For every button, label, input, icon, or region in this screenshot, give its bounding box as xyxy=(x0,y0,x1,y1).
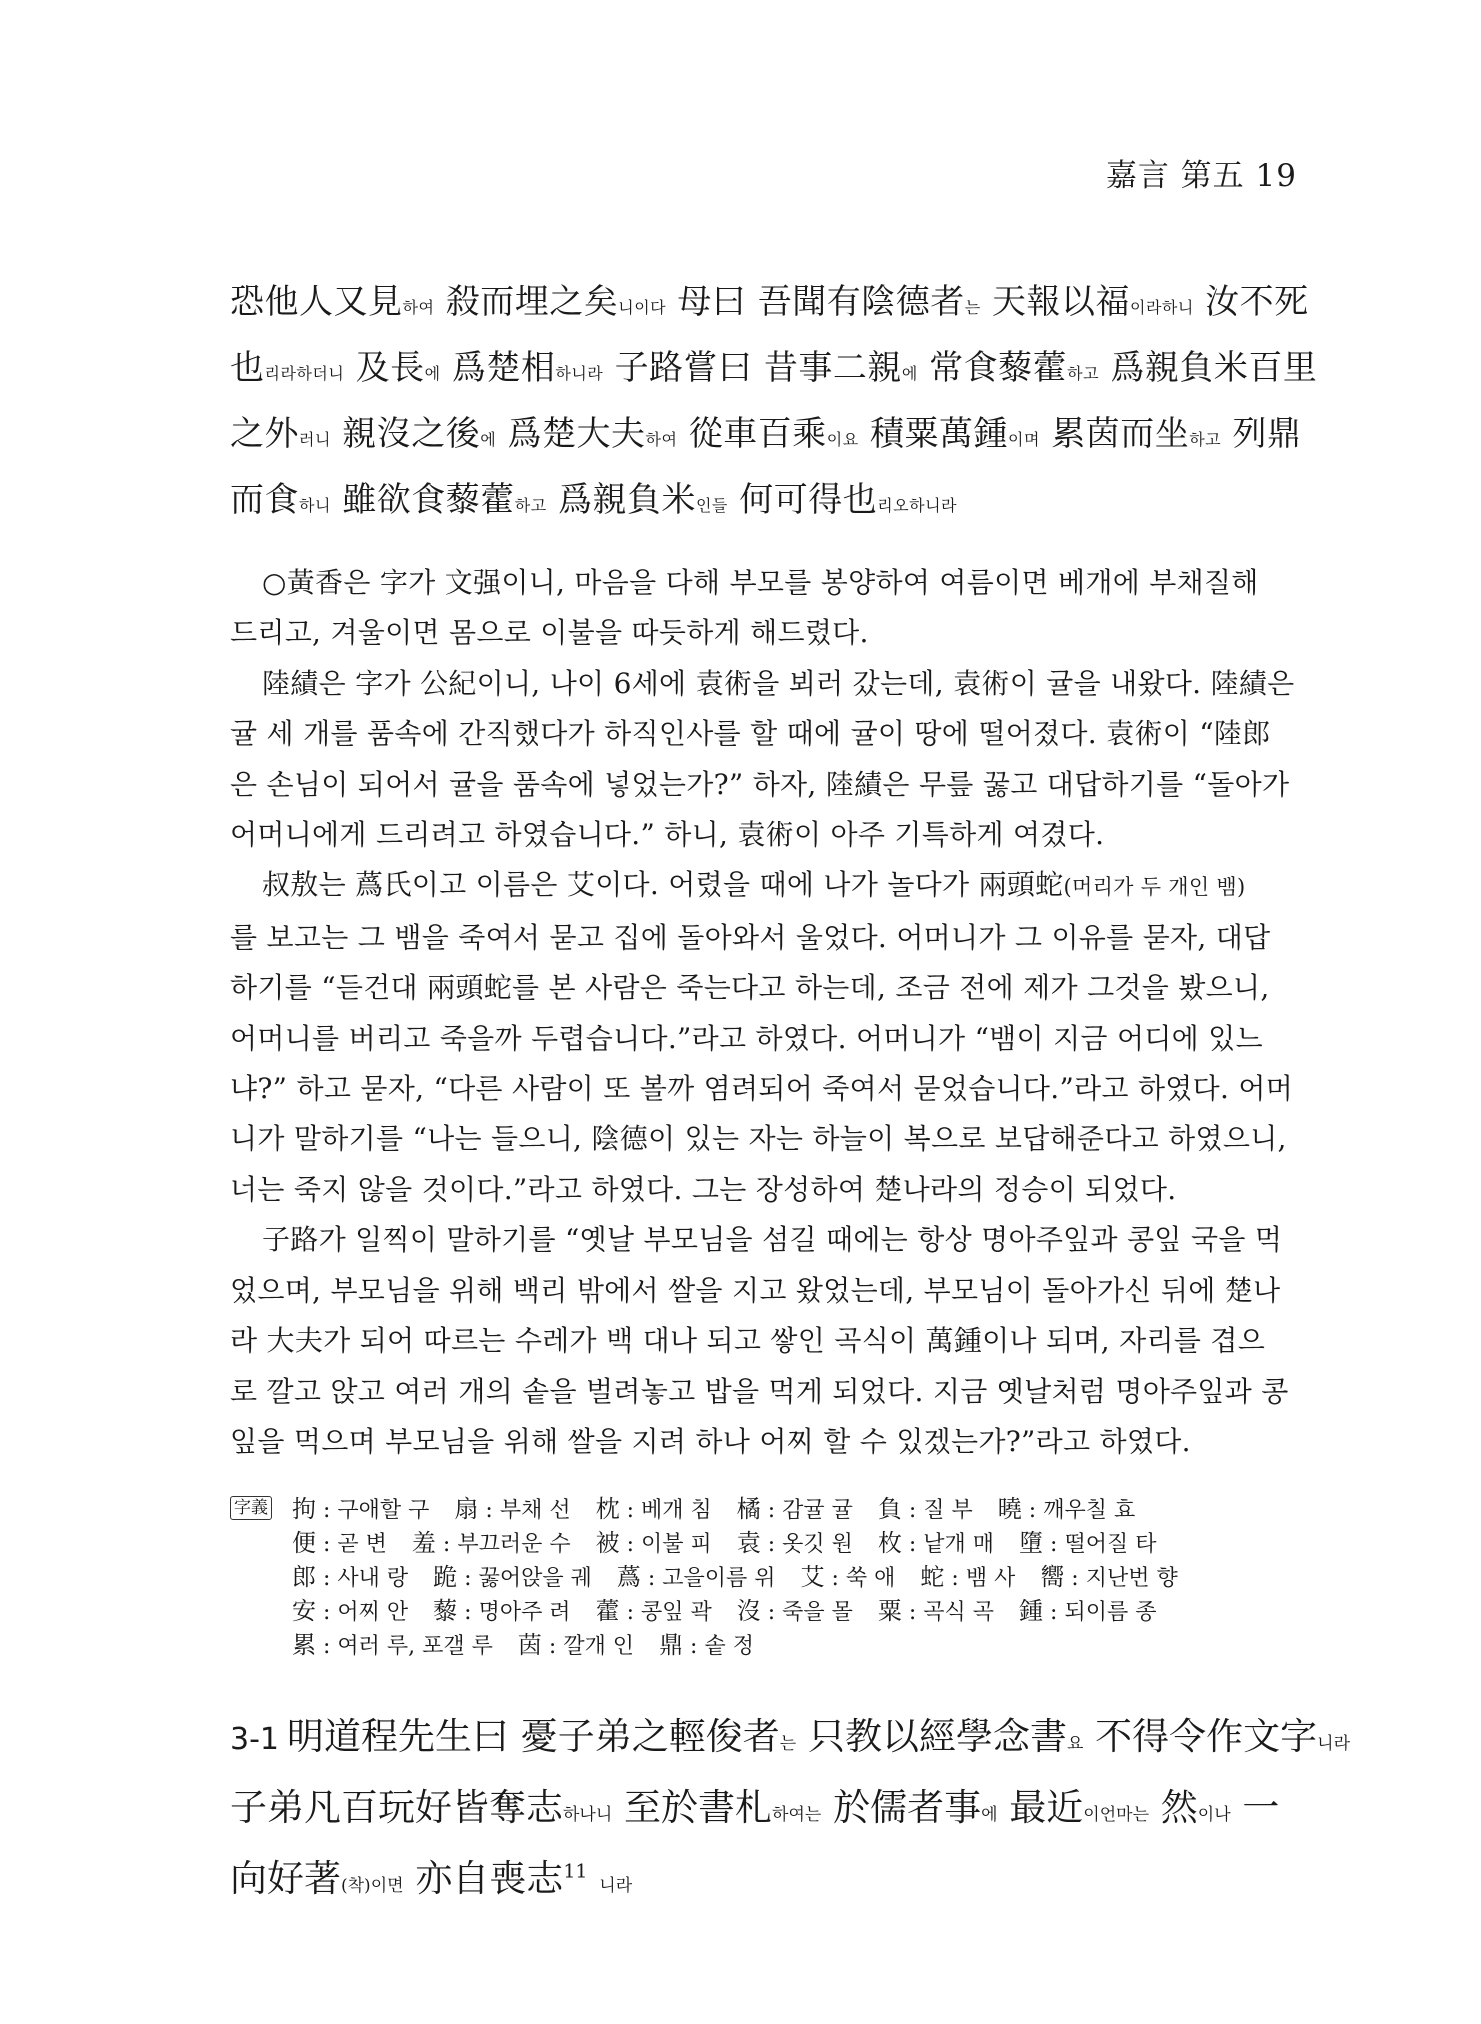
glossary-item: 袁 : 옷깃 원 xyxy=(736,1529,853,1558)
translation-line: 냐?” 하고 묻자, “다른 사람이 또 볼까 염려되어 죽여서 묻었습니다.”라고 하였다. 어머 xyxy=(230,1072,1294,1106)
han-line xyxy=(230,272,1309,338)
korean-particle: 인들 xyxy=(695,496,728,515)
glossary-item: 安 : 어찌 안 xyxy=(292,1597,409,1626)
han-seg: 殺而埋之矣 xyxy=(445,282,619,322)
glossary-item: 粟 : 곡식 곡 xyxy=(877,1597,995,1626)
korean-particle: 이며 xyxy=(1007,430,1040,449)
korean-particle: 는 xyxy=(964,298,981,317)
korean-particle: 이라하니 xyxy=(1130,298,1194,317)
han-seg: 而食 xyxy=(230,480,299,520)
glossary-item: 便 : 곧 변 xyxy=(292,1529,387,1558)
glossary-row xyxy=(292,1493,1298,1527)
glossary-row xyxy=(292,1561,1298,1595)
translation-line: 었으며, 부모님을 위해 백리 밖에서 쌀을 지고 왔었는데, 부모님이 돌아가신 뒤에 楚나 xyxy=(230,1273,1281,1307)
glossary-item: 嚮 : 지난번 향 xyxy=(1040,1563,1178,1592)
glossary-row xyxy=(292,1527,1298,1561)
translation-line: 너는 죽지 않을 것이다.”라고 하였다. 그는 장성하여 楚나라의 정승이 되었다. xyxy=(230,1172,1177,1206)
glossary-item: 艾 : 쑥 애 xyxy=(800,1563,896,1592)
section-line: 3-1 明道程先生曰 憂子弟之輕俊者는 只教以經學念書요 不得令作文字니라 xyxy=(230,1715,1351,1759)
han-line xyxy=(230,404,1302,470)
translation-line: 어머니를 버리고 죽을까 두렵습니다.”라고 하였다. 어머니가 “뱀이 지금 어디에 있느 xyxy=(230,1021,1263,1055)
translation-line: ○黃香은 字가 文强이니, 마음을 다해 부모를 봉양하여 여름이면 베개에 부채질해 xyxy=(262,566,1259,599)
han-seg: 也 xyxy=(230,348,265,388)
footnote-ref: 11 xyxy=(563,1860,588,1883)
han-seg: 積粟萬鍾 xyxy=(869,414,1008,454)
glossary-item: 橘 : 감귤 귤 xyxy=(736,1495,853,1524)
han-seg: 列鼎 xyxy=(1232,414,1302,454)
translation-line: 귤 세 개를 품속에 간직했다가 하직인사를 할 때에 귤이 땅에 떨어졌다. 袁術이 “陸郎 xyxy=(230,717,1271,751)
han-seg: 子路嘗曰 昔事二親 xyxy=(614,348,902,388)
han-seg: 天報以福 xyxy=(992,282,1131,322)
section-number: 3-1 xyxy=(230,1722,279,1758)
han-seg: 汝不死 xyxy=(1205,282,1309,322)
translation-line: 어머니에게 드리려고 하였습니다.” 하니, 袁術이 아주 기특하게 여겼다. xyxy=(230,818,1105,852)
glossary-item: 被 : 이불 피 xyxy=(595,1529,712,1558)
han-seg: 爲親負米百里 xyxy=(1110,348,1318,388)
korean-translation xyxy=(230,558,1298,1467)
translation-line: 하기를 “듣건대 兩頭蛇를 본 사람은 죽는다고 하는데, 조금 전에 제가 그것을 봤으니, xyxy=(230,971,1270,1005)
section-line: 子弟凡百玩好皆奪志하나니 至於書札하여는 於儒者事에 最近이언마는 然이나 一 xyxy=(230,1786,1280,1830)
korean-particle: 하고 xyxy=(1189,430,1222,449)
han-seg: 累茵而坐 xyxy=(1051,414,1190,454)
page-number: 19 xyxy=(1255,158,1297,194)
korean-particle: 하고 xyxy=(514,496,547,515)
glossary-item: 藜 : 명아주 려 xyxy=(433,1597,571,1626)
han-seg: 恐他人又見 xyxy=(230,282,403,322)
glossary-item: 負 : 질 부 xyxy=(877,1495,973,1524)
glossary-item: 墮 : 떨어질 타 xyxy=(1019,1529,1157,1558)
glossary-item: 鍾 : 되이름 종 xyxy=(1019,1597,1157,1626)
translation-line: 陸績은 字가 公紀이니, 나이 6세에 袁術을 뵈러 갔는데, 袁術이 귤을 내왔다. 陸績은 xyxy=(262,666,1295,700)
glossary-row xyxy=(292,1629,1298,1663)
glossary-item: 鼎 : 솥 정 xyxy=(659,1631,754,1660)
korean-particle: 리오하니라 xyxy=(877,496,957,515)
han-seg: 爲楚大夫 xyxy=(507,414,646,454)
korean-particle: 하고 xyxy=(1067,364,1100,383)
han-seg: 何可得也 xyxy=(739,480,878,520)
glossary-item: 曉 : 깨우칠 효 xyxy=(997,1495,1136,1524)
glossary-label: 字義 xyxy=(230,1496,272,1520)
glossary-item: 蛇 : 뱀 사 xyxy=(920,1563,1016,1592)
glossary-item: 跪 : 꿇어앉을 궤 xyxy=(433,1563,592,1592)
glossary-item: 郎 : 사내 랑 xyxy=(292,1563,409,1592)
main-content xyxy=(230,272,1351,1918)
translation-line: 드리고, 겨울이면 몸으로 이불을 따듯하게 해드렸다. xyxy=(230,616,869,650)
korean-particle: 하니 xyxy=(299,496,331,515)
glossary-row xyxy=(292,1595,1298,1629)
korean-particle: 이요 xyxy=(826,430,859,449)
glossary-item: 枚 : 낱개 매 xyxy=(877,1529,995,1558)
han-seg: 及長 xyxy=(355,348,425,388)
han-line xyxy=(230,338,1318,404)
glossary-item: 茵 : 깔개 인 xyxy=(517,1631,635,1660)
han-seg: 爲親負米 xyxy=(557,480,696,520)
korean-particle: 니이다 xyxy=(618,298,667,317)
korean-particle: 러니 xyxy=(299,430,331,449)
glossary-item: 羞 : 부끄러운 수 xyxy=(411,1529,571,1558)
korean-particle: 에 xyxy=(424,364,441,383)
translation-line: 라 大夫가 되어 따르는 수레가 백 대나 되고 쌓인 곡식이 萬鍾이나 되며, 자리를 겹으 xyxy=(230,1324,1266,1358)
translation-line: 를 보고는 그 뱀을 죽여서 묻고 집에 돌아와서 울었다. 어머니가 그 이유를 묻자, 대답 xyxy=(230,920,1271,954)
glossary-item: 枕 : 베개 침 xyxy=(595,1495,712,1524)
han-seg: 雖欲食藜藿 xyxy=(342,480,515,520)
han-seg: 母曰 吾聞有陰德者 xyxy=(677,282,965,322)
han-seg: 爲楚相 xyxy=(451,348,556,388)
glossary xyxy=(230,1493,1298,1663)
korean-particle: 에 xyxy=(901,364,918,383)
translation-line: 잎을 먹으며 부모님을 위해 쌀을 지려 하나 어찌 할 수 있겠는가?”라고 하였다. xyxy=(230,1424,1191,1458)
han-seg: 常食藜藿 xyxy=(929,348,1068,388)
han-seg: 之外 xyxy=(230,414,299,454)
glossary-item: 扇 : 부채 선 xyxy=(454,1495,571,1524)
translation-line: 은 손님이 되어서 귤을 품속에 넣었는가?” 하자, 陸績은 무릎 꿇고 대답하기를 “돌아가 xyxy=(230,767,1290,801)
translation-line: 니가 말하기를 “나는 들으니, 陰德이 있는 자는 하늘이 복으로 보답해준다고 하였으니, xyxy=(230,1122,1287,1156)
korean-particle: 에 xyxy=(480,430,497,449)
running-header xyxy=(1106,150,1297,195)
korean-particle: 리라하더니 xyxy=(264,364,345,383)
han-seg: 從車百乘 xyxy=(688,414,827,454)
classical-text xyxy=(230,272,1318,536)
section-line: 向好著(착)이면 亦自喪志$^{11}$ 니라 xyxy=(230,1857,633,1901)
korean-particle: 하여 xyxy=(645,430,678,449)
glossary-item: 藿 : 콩잎 곽 xyxy=(595,1597,712,1626)
translation-line: 叔敖는 蔿氏이고 이름은 艾이다. 어렸을 때에 나가 놀다가 兩頭蛇(머리가 두 개인 뱀) xyxy=(262,868,1246,902)
korean-particle: 하니라 xyxy=(555,364,604,383)
glossary-item: 蔿 : 고을이름 위 xyxy=(616,1563,776,1592)
han-seg: 親沒之後 xyxy=(342,414,481,454)
glossary-item: 累 : 여러 루, 포갤 루 xyxy=(292,1631,493,1660)
glossary-item: 沒 : 죽을 몰 xyxy=(736,1597,853,1626)
header-title: 嘉言 第五 xyxy=(1105,158,1245,194)
inline-note: (머리가 두 개인 뱀) xyxy=(1063,875,1246,900)
translation-line: 子路가 일찍이 말하기를 “옛날 부모님을 섬길 때에는 항상 명아주잎과 콩잎 국을 먹 xyxy=(262,1223,1283,1257)
translation-line: 로 깔고 앉고 여러 개의 솥을 벌려놓고 밥을 먹게 되었다. 지금 옛날처럼 명아주잎과 콩 xyxy=(230,1374,1289,1408)
section-3-1 xyxy=(230,1705,1351,1918)
glossary-item: 拘 : 구애할 구 xyxy=(292,1495,430,1524)
han-line xyxy=(230,470,1298,536)
korean-particle: 하여 xyxy=(402,298,435,317)
